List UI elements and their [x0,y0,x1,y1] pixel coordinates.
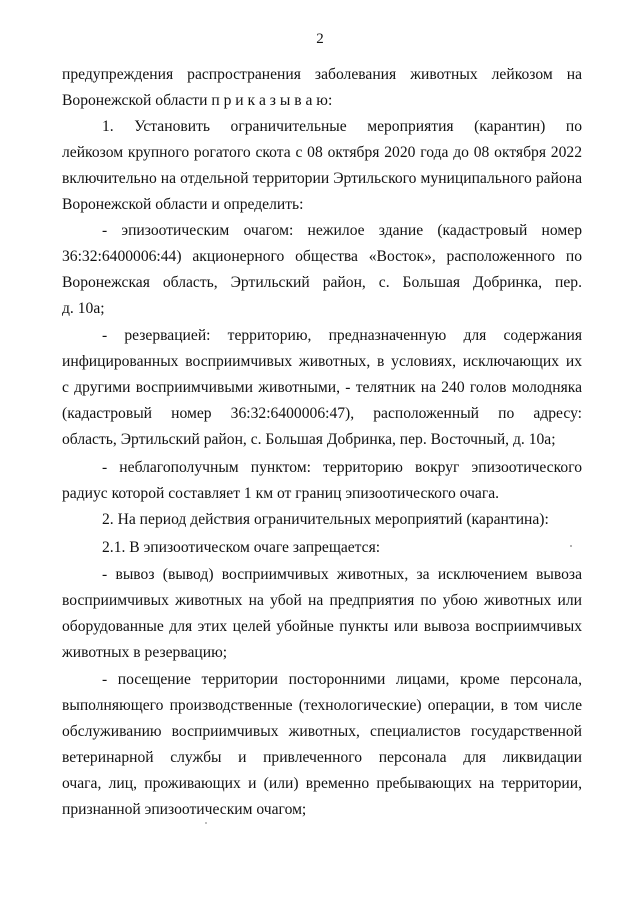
text-line: лейкозом крупного рогатого скота с 08 октября 2020 года до 08 октября 2022 [62,144,582,161]
paragraph-visiting-ban [62,667,582,823]
text-line: ветеринарной службы и привлеченного персонала для ликвидации [62,749,582,766]
text-line: предупреждения распространения заболевания животных лейкозом на [62,66,582,83]
text-line: выполняющего производственные (технологические) операции, в том числе [62,697,582,714]
text-line: 2. На период действия ограничительных мероприятий (карантина): [102,511,549,528]
text-line: с другими восприимчивыми животными, - телятник на 240 голов молодняка [62,379,582,396]
paragraph-2-1 [62,535,582,561]
paragraph-export-ban [62,562,582,666]
text-line: радиус которой составляет 1 км от границ эпизоотического очага. [62,485,500,502]
text-line: Воронежской области п р и к а з ы в а ю: [62,92,333,109]
text-line: - вывоз (вывод) восприимчивых животных, за исключением вывоза [102,566,582,583]
text-line: восприимчивых животных на убой на предприятия по убою животных или [62,592,582,609]
page-number: 2 [316,31,324,47]
scan-speck [570,545,572,547]
paragraph-2 [62,507,582,533]
scan-speck [205,822,207,824]
text-line: Воронежская область, Эртильский район, с. Большая Добринка, пер. [62,274,582,291]
paragraph-unfavorable-point [62,455,582,507]
text-line: - посещение территории посторонними лицами, кроме персонала, [102,671,582,688]
text-line: включительно на отдельной территории Эртильского муниципального района [62,170,582,187]
text-line: - резервацией: территорию, предназначенную для содержания [102,327,582,344]
text-line: инфицированных восприимчивых животных, в условиях, исключающих их [62,353,582,370]
text-line: - неблагополучным пунктом: территорию вокруг эпизоотического [102,459,582,476]
text-line: животных в резервацию; [62,644,228,661]
text-line: признанной эпизоотическим очагом; [62,801,307,818]
text-line: область, Эртильский район, с. Большая Добринка, пер. Восточный, д. 10а; [62,431,556,448]
text-line: 36:32:6400006:44) акционерного общества «Восток», расположенного по [62,248,582,265]
text-line: (кадастровый номер 36:32:6400006:47), расположенный по адресу: [62,405,582,422]
text-line: Воронежской области и определить: [62,196,304,213]
text-line: 2.1. В эпизоотическом очаге запрещается: [102,539,381,556]
text-line: очага, лиц, проживающих и (или) временно пребывающих на территории, [62,775,582,792]
text-line: обслуживанию восприимчивых животных, специалистов государственной [62,723,582,740]
paragraph-epizootic-focus [62,218,582,322]
paragraph-intro [62,62,582,114]
paragraph-reservation [62,323,582,453]
text-line: 1. Установить ограничительные мероприятия (карантин) по [102,118,582,135]
text-line: - эпизоотическим очагом: нежилое здание (кадастровый номер [102,222,582,239]
text-line: оборудованные для этих целей убойные пункты или вывоза восприимчивых [62,618,582,635]
text-line: д. 10а; [62,300,105,317]
paragraph-1 [62,114,582,218]
